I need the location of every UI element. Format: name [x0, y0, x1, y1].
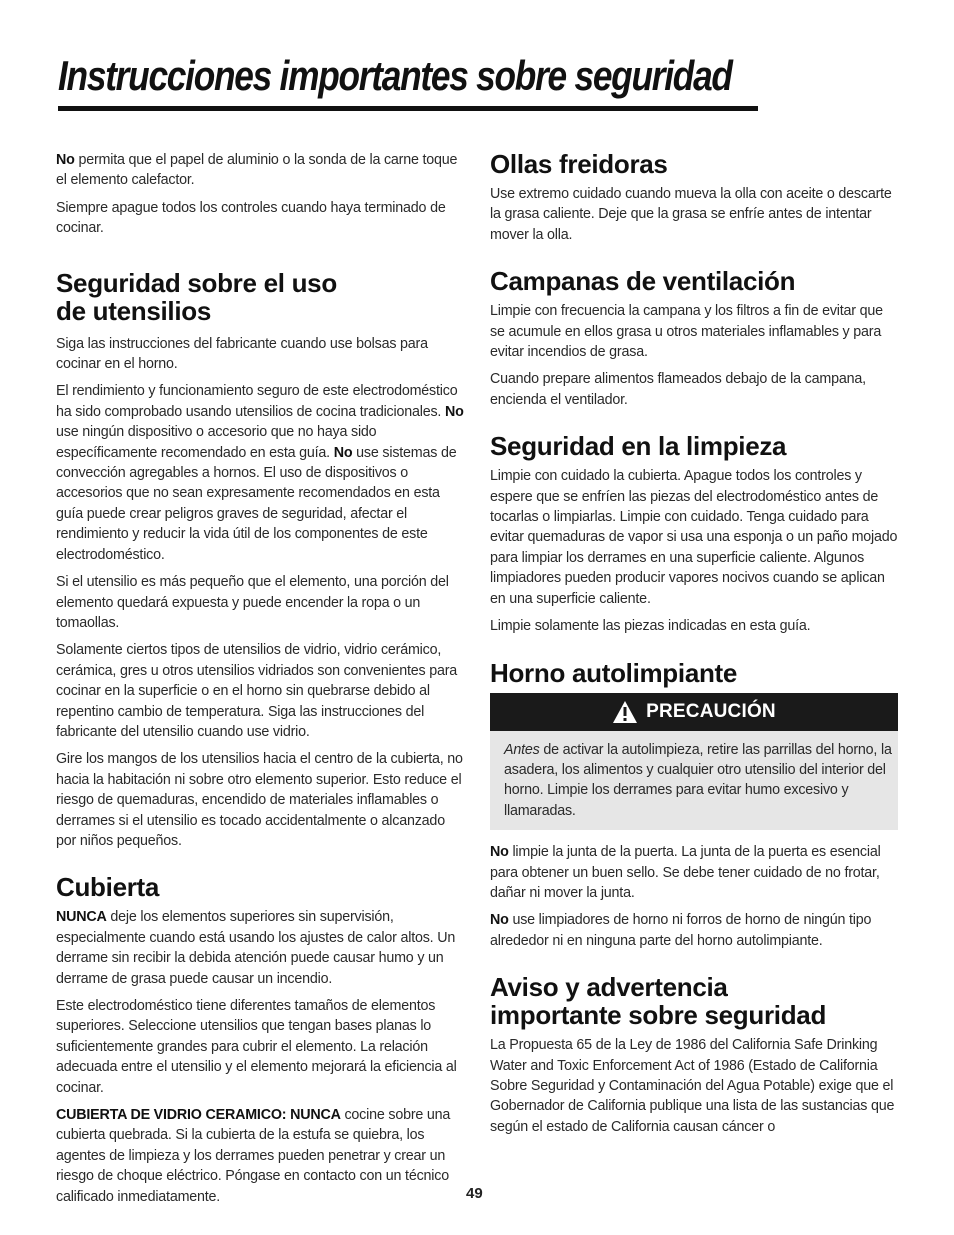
caution-box: [490, 693, 898, 831]
section-heading-ollas: Ollas freidoras: [490, 149, 668, 179]
caution-body: [490, 731, 898, 831]
section-heading-utensilios: Seguridad sobre el uso de utensilios: [56, 267, 337, 326]
page-number: 49: [466, 1185, 483, 1202]
caution-text: Antes de activar la autolimpieza, retire las parrillas del horno, la asadera, los alimentos y cualquier otro utensilio del interior del horno. Limpie los derrames para evitar humo excesivo y llamaradas.: [504, 741, 892, 819]
paragraph: CUBIERTA DE VIDRIO CERAMICO: NUNCA cocine sobre una cubierta quebrada. Si la cubierta de la estufa se quiebra, los agentes de limpieza y los derrames pueden penetrar y crear un riesgo de choque eléctrico. Póngase en contacto con un técnico calificado inmediatamente.: [56, 1107, 451, 1205]
section-heading-limpieza: Seguridad en la limpieza: [490, 431, 787, 462]
paragraph: Si el utensilio es más pequeño que el elemento, una porción del elemento quedará expuesta y puede encender la ropa o un tomaollas.: [56, 574, 449, 631]
paragraph: Siga las instrucciones del fabricante cuando use bolsas para cocinar en el horno.: [56, 335, 428, 373]
paragraph: NUNCA deje los elementos superiores sin supervisión, especialmente cuando está usando los ajustes de calor altos. Un derrame sin recibir la debida atención puede causar humo y un derrame de grasa puede causar un incendio.: [56, 909, 456, 987]
paragraph: Limpie solamente las piezas indicadas en esta guía.: [490, 618, 811, 635]
paragraph: Limpie con frecuencia la campana y los filtros a fin de evitar que se acumule en ellos grasa u otros materiales inflamables y para evitar incendios de grasa.: [490, 303, 883, 361]
section-heading-campanas: Campanas de ventilación: [490, 266, 796, 297]
right-column: [490, 150, 900, 1144]
left-column: [56, 150, 464, 1214]
paragraph: Cuando prepare alimentos flameados debajo de la campana, encienda el ventilador.: [490, 371, 866, 408]
section-heading-cubierta: Cubierta: [56, 872, 160, 903]
paragraph: Solamente ciertos tipos de utensilios de vidrio, vidrio cerámico, cerámica, gres u otros utensilios vidriados son convenientes para cocinar en la superficie o en el horno sin quebrarse debido al repentino cambio de temperatura. Siga las instrucciones del fabricante del utensilio cuando use vidrio.: [56, 642, 458, 740]
intro-paragraph: Siempre apague todos los controles cuando haya terminado de cocinar.: [56, 199, 446, 237]
paragraph: No limpie la junta de la puerta. La junta de la puerta es esencial para obtener un buen sello. Se debe tener cuidado de no frotar, dañar ni mover la junta.: [490, 844, 881, 901]
section-heading-horno: Horno autolimpiante: [490, 657, 738, 688]
paragraph: El rendimiento y funcionamiento seguro de este electrodoméstico ha sido comprobado usando utensilios de cocina tradicionales. No use ningún dispositivo o accesorio que no haya sido específicamente recomendado en esta guía. No use sistemas de convección agregables a hornos. El uso de dispositivos o accesorios que no sean expresamente recomendados en esta guía puede crear peligros graves de seguridad, afectar el rendimiento y reducir la vida útil de los componentes de este electrodoméstico.: [56, 383, 464, 563]
paragraph: Este electrodoméstico tiene diferentes tamaños de elementos superiores. Seleccione utensilios que tengan bases planas lo suficientemente grandes para cubrir el elemento. La relación adecuada entre el utensilio y el elemento mejorará la eficiencia al cocinar.: [56, 998, 457, 1096]
caution-header: [490, 693, 898, 731]
section-heading-aviso: Aviso y advertencia importante sobre seguridad: [490, 972, 827, 1031]
paragraph: Gire los mangos de los utensilios hacia el centro de la cubierta, no hacia la habitación ni sobre otro elemento superior. Esto reduce el riesgo de quemaduras, encendido de materiales inflamables o derrames si el utensilio es tocado accidentalmente o alcanzado por niños pequeños.: [56, 751, 463, 849]
paragraph: La Propuesta 65 de la Ley de 1986 del California Safe Drinking Water and Toxic Enforcement Act of 1986 (Estado de California Sobre Seguridad y Contaminación del Agua Potable) exige que el Gobernador de California publique una lista de las sustancias que según el estado de California causan cáncer o: [490, 1037, 895, 1135]
paragraph: No use limpiadores de horno ni forros de horno de ningún tipo alrededor ni en ninguna parte del horno autolimpiante.: [490, 912, 872, 949]
caution-label: PRECAUCIÓN: [646, 700, 776, 722]
page-title: Instrucciones importantes sobre seguridad: [58, 52, 732, 99]
intro-paragraph: No permita que el papel de aluminio o la sonda de la carne toque el elemento calefactor.: [56, 152, 458, 189]
title-rule: [58, 106, 758, 111]
paragraph: Limpie con cuidado la cubierta. Apague todos los controles y espere que se enfríen las piezas del electrodoméstico antes de tocarlas o limpiarlas. Limpie con cuidado. Tenga cuidado para evitar quemaduras de vapor si usa una esponja o un paño mojado para limpiar los derrames en una superficie caliente. Algunos limpiadores pueden producir vapores nocivos cuando se aplican en una superficie caliente.: [490, 468, 898, 607]
warning-triangle-icon: [612, 700, 638, 724]
paragraph: Use extremo cuidado cuando mueva la olla con aceite o descarte la grasa caliente. Deje que la grasa se enfríe antes de intentar mover la olla.: [490, 186, 892, 243]
